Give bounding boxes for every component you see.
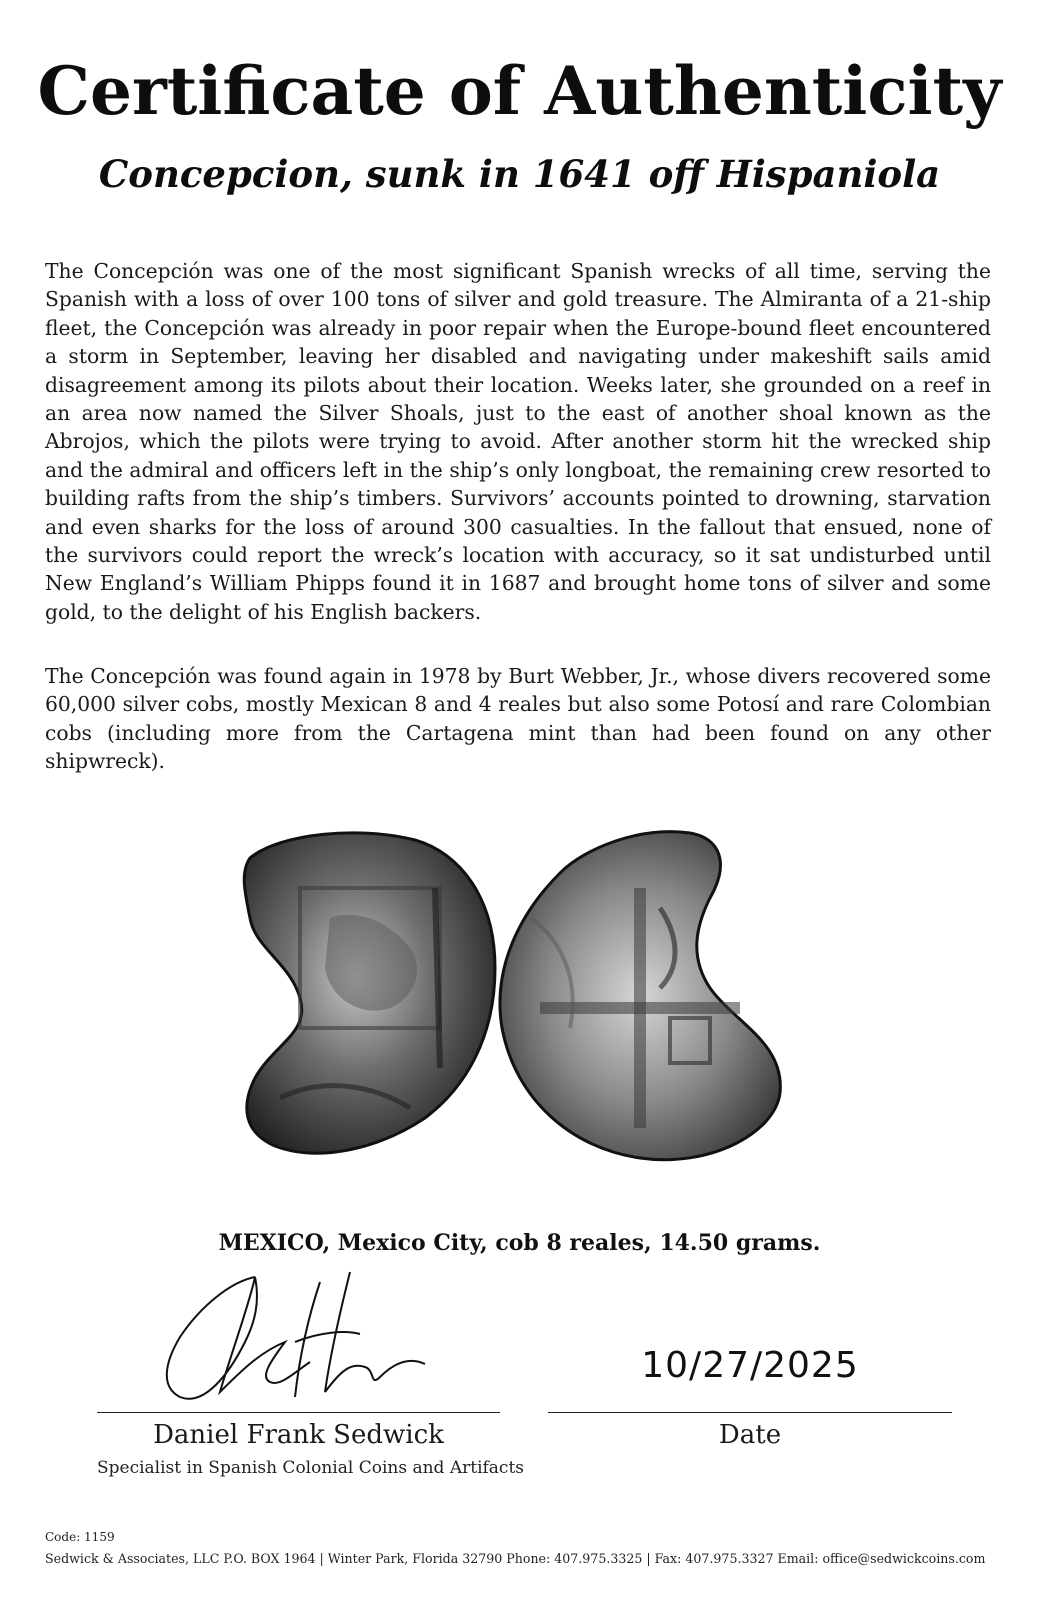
coin-obverse — [244, 833, 495, 1153]
coin-image — [240, 828, 800, 1188]
certificate-title: Certificate of Authenticity — [37, 52, 1002, 130]
date-line — [548, 1412, 952, 1413]
coin-caption: MEXICO, Mexico City, cob 8 reales, 14.50 grams. — [218, 1230, 821, 1256]
certificate-code: Code: 1159 — [45, 1530, 115, 1544]
history-paragraph-2: The Concepción was found again in 1978 by Burt Webber, Jr., whose divers recovered some 60,000 silver cobs, mostly Mexican 8 and 4 reales but also some Potosí and rare Colombian cobs (including more from the Cartagena mint than had been found on any other shipwreck). — [45, 664, 991, 774]
signature-image — [160, 1262, 440, 1412]
certificate-subtitle: Concepcion, sunk in 1641 off Hispaniola — [98, 152, 941, 196]
footer-contact: Sedwick & Associates, LLC P.O. BOX 1964 | Winter Park, Florida 32790 Phone: 407.975.3325 | Fax: 407.975.3327 Email: office@sedwickcoins.com — [45, 1551, 986, 1566]
coin-reverse — [500, 832, 780, 1160]
date-value: 10/27/2025 — [641, 1345, 859, 1386]
history-paragraph-1: The Concepción was one of the most significant Spanish wrecks of all time, serving the Spanish with a loss of over 100 tons of silver and gold treasure. The Almiranta of a 21-ship fleet, the Concepción was already in poor repair when the Europe-bound fleet encountered a storm in September, leaving her disabled and navigating under makeshift sails amid disagreement among its pilots about their location. Weeks later, she grounded on a reef in an area now named the Silver Shoals, just to the east of another shoal known as the Abrojos, which the pilots were trying to avoid. After another storm hit the wrecked ship and the admiral and officers left in the ship’s only longboat, the remaining crew resorted to building rafts from the ship’s timbers. Survivors’ accounts pointed to drowning, starvation and even sharks for the loss of around 300 casualties. In the fallout that ensued, none of the survivors could report the wreck’s location with accuracy, so it sat undisturbed until New England’s William Phipps found it in 1687 and brought home tons of silver and some gold, to the delight of his English backers. — [45, 259, 991, 624]
signer-name: Daniel Frank Sedwick — [153, 1420, 444, 1450]
date-label: Date — [718, 1420, 782, 1450]
signer-title: Specialist in Spanish Colonial Coins and Artifacts — [97, 1458, 525, 1478]
signature-line — [97, 1412, 500, 1413]
